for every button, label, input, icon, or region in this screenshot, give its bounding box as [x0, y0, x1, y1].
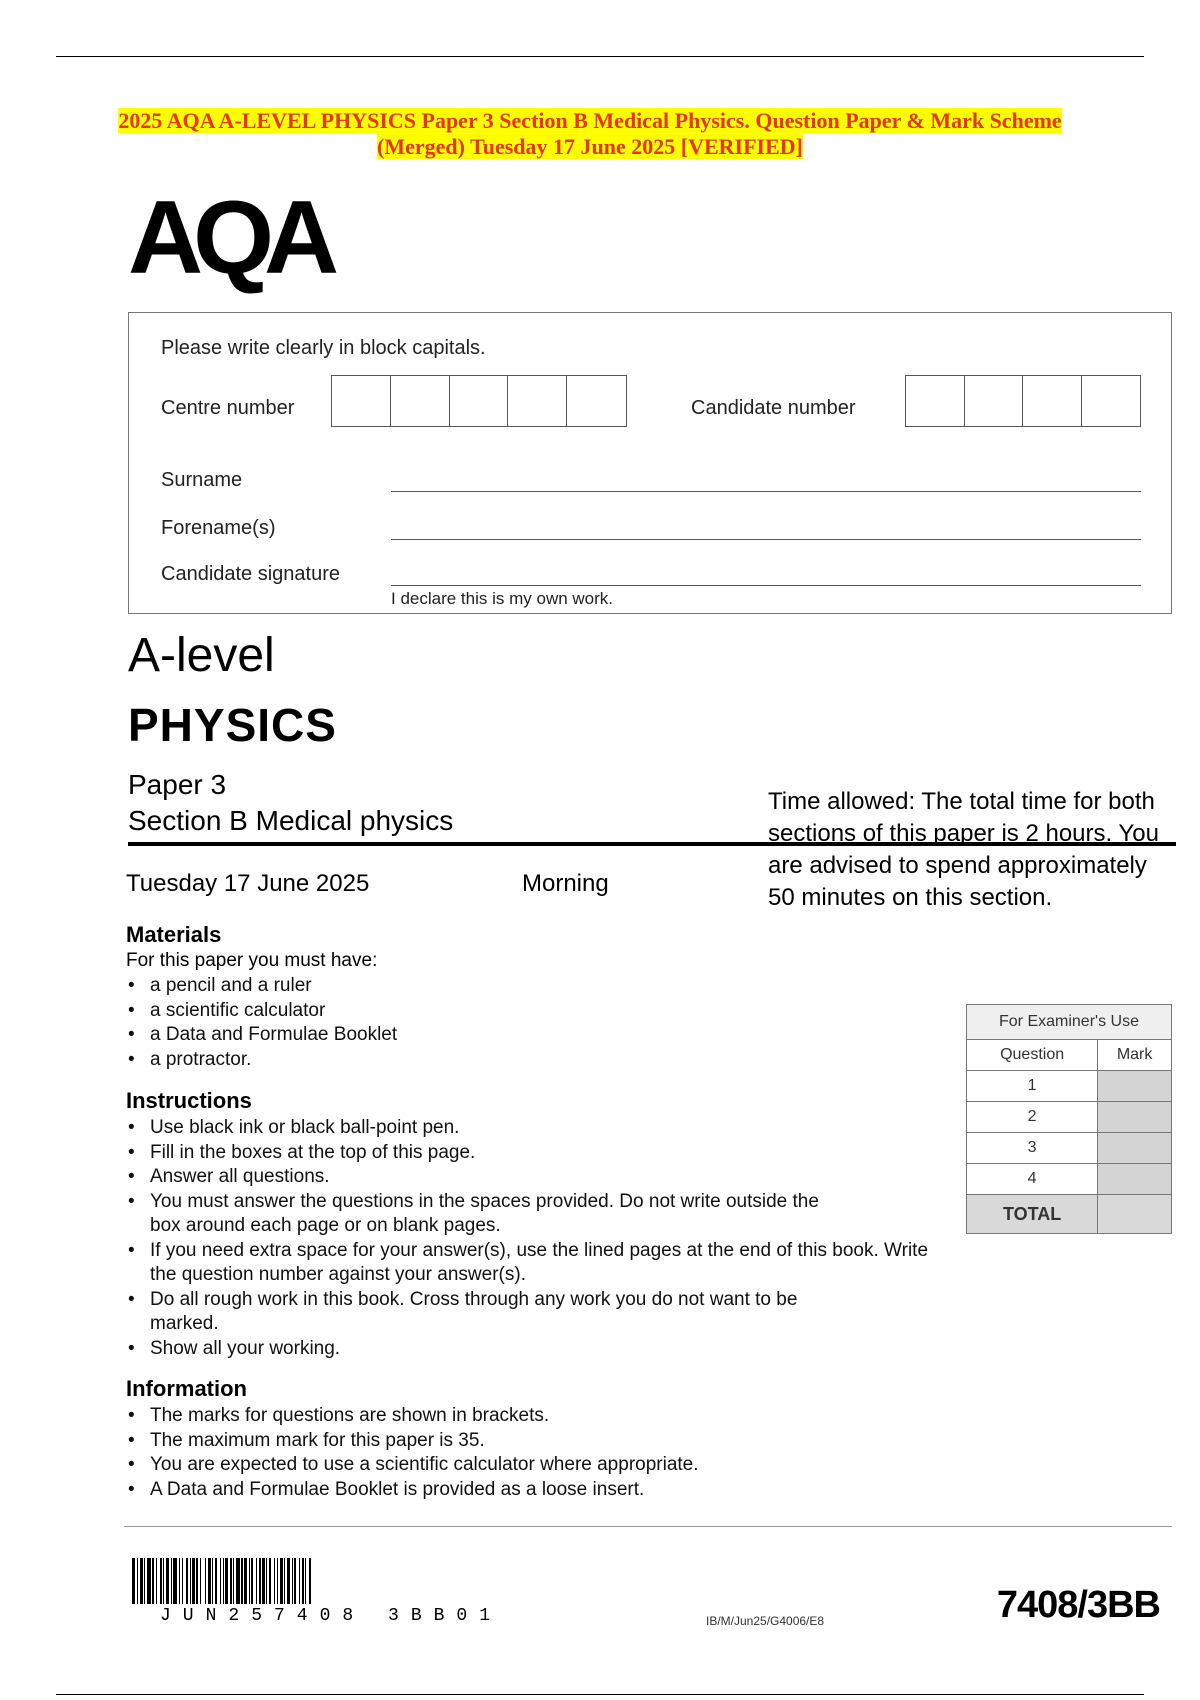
list-item: • Do all rough work in this book. Cross through any work you do not want to be marked.	[126, 1288, 870, 1337]
materials-heading: Materials	[126, 922, 222, 947]
footer-rule	[124, 1526, 1172, 1527]
mark-cell	[1098, 1102, 1172, 1133]
list-item: • a protractor.	[126, 1048, 397, 1073]
question-number: 2	[967, 1102, 1098, 1133]
mark-cell	[1098, 1164, 1172, 1195]
level-title: A-level	[128, 629, 275, 682]
question-number: 4	[967, 1164, 1098, 1195]
subject-title: PHYSICS	[128, 699, 337, 751]
list-item: • Answer all questions.	[126, 1165, 926, 1190]
surname-field[interactable]	[391, 491, 1141, 492]
list-item: • a Data and Formulae Booklet	[126, 1023, 397, 1048]
mark-cell	[1098, 1071, 1172, 1102]
list-item: • Fill in the boxes at the top of this page.	[126, 1141, 926, 1166]
list-item: • A Data and Formulae Booklet is provided as a loose insert.	[126, 1478, 699, 1503]
list-item: • a pencil and a ruler	[126, 974, 397, 999]
total-label: TOTAL	[967, 1195, 1098, 1234]
list-item: • Show all your working.	[126, 1337, 926, 1362]
aqa-logo: AQA	[128, 180, 330, 296]
mark-cell	[1098, 1133, 1172, 1164]
signature-field[interactable]	[391, 585, 1141, 586]
barcode	[132, 1558, 584, 1604]
list-item: • Use black ink or black ball-point pen.	[126, 1116, 926, 1141]
declaration-text: I declare this is my own work.	[391, 589, 614, 608]
centre-number-label: Centre number	[161, 397, 295, 419]
reference-code: IB/M/Jun25/G4006/E8	[706, 1614, 825, 1628]
barcode-text: JUN257408 3BB01	[160, 1606, 503, 1626]
examiners-use-table	[966, 1004, 1172, 1234]
list-item: • If you need extra space for your answer(s), use the lined pages at the end of this book. Write the question number against your answer(s).	[126, 1239, 930, 1288]
information-heading: Information	[126, 1376, 247, 1401]
signature-label: Candidate signature	[161, 563, 341, 585]
question-column-header: Question	[967, 1040, 1098, 1071]
materials-intro: For this paper you must have:	[126, 950, 378, 971]
bottom-rule	[56, 1694, 1144, 1695]
information-list	[126, 1404, 699, 1502]
surname-label: Surname	[161, 469, 243, 491]
paper-code: 7408/3BB	[996, 1584, 1160, 1626]
candidate-details-box	[128, 312, 1172, 614]
exam-date: Tuesday 17 June 2025	[126, 870, 370, 897]
barcode-stripe	[311, 1558, 313, 1604]
section-title: Section B Medical physics	[128, 805, 454, 836]
instructions-list	[126, 1116, 929, 1361]
forename-field[interactable]	[391, 539, 1141, 540]
list-item: • The maximum mark for this paper is 35.	[126, 1429, 699, 1454]
mark-column-header: Mark	[1098, 1040, 1172, 1071]
exam-session: Morning	[522, 870, 609, 897]
centre-number-boxes[interactable]	[331, 375, 627, 427]
question-number: 3	[967, 1133, 1098, 1164]
materials-list	[126, 974, 397, 1072]
list-item: • The marks for questions are shown in brackets.	[126, 1404, 699, 1429]
block-capitals-instruction: Please write clearly in block capitals.	[161, 337, 486, 359]
list-item: • a scientific calculator	[126, 999, 397, 1024]
candidate-number-label: Candidate number	[691, 397, 856, 419]
total-mark-cell	[1098, 1195, 1172, 1234]
paper-number: Paper 3	[128, 769, 227, 800]
document-banner: 2025 AQA A-LEVEL PHYSICS Paper 3 Section B Medical Physics. Question Paper & Mark Scheme (Merged) Tuesday 17 June 2025 [VERIFIED]	[118, 108, 1062, 159]
candidate-number-boxes[interactable]	[905, 375, 1141, 427]
forename-label: Forename(s)	[161, 517, 276, 539]
time-allowed: Time allowed: The total time for both sections of this paper is 2 hours. You are advised to spend approximately 50 minutes on this section.	[768, 788, 1159, 911]
instructions-heading: Instructions	[126, 1088, 252, 1113]
list-item: • You must answer the questions in the spaces provided. Do not write outside the box around each page or on blank pages.	[126, 1190, 850, 1239]
list-item: • You are expected to use a scientific calculator where appropriate.	[126, 1453, 699, 1478]
question-number: 1	[967, 1071, 1098, 1102]
examiners-table-title: For Examiner's Use	[967, 1005, 1172, 1040]
top-rule	[56, 56, 1144, 57]
